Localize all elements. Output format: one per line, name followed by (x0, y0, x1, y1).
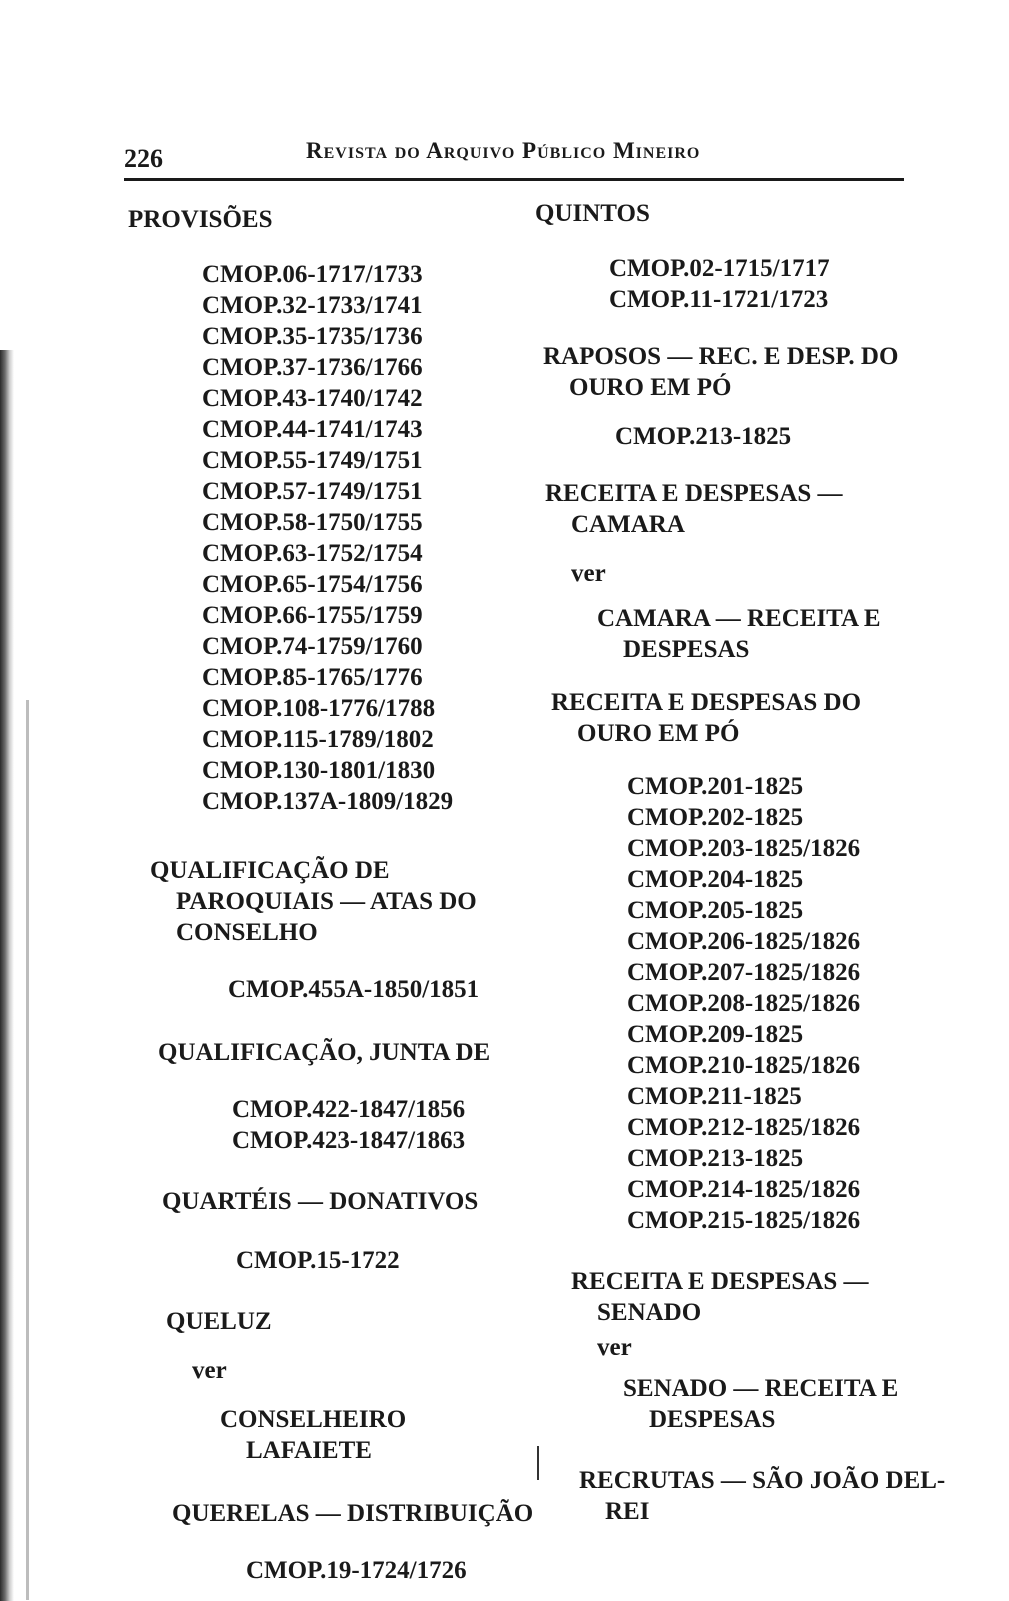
code-list (228, 974, 510, 1005)
entry-heading: QUINTOS (535, 200, 650, 227)
archive-code: CMOP.455A-1850/1851 (228, 976, 480, 1003)
archive-code: CMOP.206-1825/1826 (627, 928, 861, 955)
book-spine-shadow (0, 350, 14, 1601)
archive-code: CMOP.205-1825 (627, 897, 804, 924)
archive-code: CMOP.130-1801/1830 (202, 757, 436, 784)
index-entry-receita-camara (545, 478, 881, 665)
cross-reference: CONSELHEIRO LAFAIETE (220, 1406, 407, 1464)
archive-code: CMOP.213-1825 (627, 1145, 804, 1172)
entry-heading: RECEITA E DESPESAS DO OURO EM PÓ (551, 689, 862, 747)
archive-code: CMOP.63-1752/1754 (202, 540, 423, 567)
archive-code: CMOP.208-1825/1826 (627, 990, 861, 1017)
index-entry-qualificacao-junta (158, 1037, 548, 1156)
index-entry-receita-senado (571, 1266, 899, 1435)
code-list (609, 253, 945, 315)
archive-code: CMOP.35-1735/1736 (202, 323, 423, 350)
book-spine-edge (26, 700, 29, 1600)
archive-code: CMOP.58-1750/1755 (202, 509, 423, 536)
entry-heading: QUALIFICAÇÃO DE PAROQUIAIS — ATAS DO CONSELHO (150, 857, 477, 946)
header-rule (124, 178, 904, 181)
archive-code: CMOP.57-1749/1751 (202, 478, 423, 505)
code-list (236, 1245, 548, 1276)
index-entry-queluz (166, 1306, 548, 1466)
archive-code: CMOP.207-1825/1826 (627, 959, 861, 986)
archive-code: CMOP.115-1789/1802 (202, 726, 434, 753)
archive-code: CMOP.202-1825 (627, 804, 804, 831)
right-column (535, 198, 945, 1527)
code-list (246, 1555, 548, 1586)
archive-code: CMOP.11-1721/1723 (609, 286, 829, 313)
page-number: 226 (124, 144, 163, 173)
page-header (124, 134, 904, 182)
archive-code: CMOP.37-1736/1766 (202, 354, 423, 381)
archive-code: CMOP.137A-1809/1829 (202, 788, 454, 815)
entry-heading: RAPOSOS — REC. E DESP. DO OURO EM PÓ (543, 343, 899, 401)
archive-code: CMOP.210-1825/1826 (627, 1052, 861, 1079)
index-entry-provisoes (128, 204, 548, 817)
index-entry-receita-ouro (551, 687, 891, 1236)
see-reference-label: ver (597, 1334, 632, 1361)
running-title: Revista do Arquivo Público Mineiro (306, 138, 701, 163)
archive-code: CMOP.204-1825 (627, 866, 804, 893)
code-list (627, 771, 891, 1236)
archive-code: CMOP.203-1825/1826 (627, 835, 861, 862)
archive-code: CMOP.214-1825/1826 (627, 1176, 861, 1203)
archive-code: CMOP.55-1749/1751 (202, 447, 423, 474)
code-list (232, 1094, 548, 1156)
index-entry-qualificacao-paroquiais (150, 855, 510, 1005)
entry-heading: RECEITA E DESPESAS — CAMARA (545, 480, 843, 538)
archive-code: CMOP.423-1847/1863 (232, 1127, 466, 1154)
index-entry-quintos (535, 198, 945, 315)
archive-code: CMOP.209-1825 (627, 1021, 804, 1048)
cross-reference: SENADO — RECEITA E DESPESAS (623, 1375, 899, 1433)
entry-heading: QUELUZ (166, 1308, 272, 1335)
archive-code: CMOP.06-1717/1733 (202, 261, 423, 288)
archive-code: CMOP.211-1825 (627, 1083, 802, 1110)
archive-code: CMOP.44-1741/1743 (202, 416, 423, 443)
code-list (202, 259, 548, 817)
cross-reference: CAMARA — RECEITA E DESPESAS (597, 605, 881, 663)
archive-code: CMOP.15-1722 (236, 1247, 400, 1274)
archive-code: CMOP.422-1847/1856 (232, 1096, 466, 1123)
archive-code: CMOP.19-1724/1726 (246, 1557, 467, 1584)
index-entry-querelas (172, 1498, 548, 1586)
left-column (128, 204, 548, 1586)
entry-heading: QUERELAS — DISTRIBUIÇÃO (172, 1500, 534, 1527)
archive-code: CMOP.108-1776/1788 (202, 695, 436, 722)
archive-code: CMOP.66-1755/1759 (202, 602, 423, 629)
see-reference-label: ver (571, 560, 606, 587)
archive-code: CMOP.32-1733/1741 (202, 292, 423, 319)
index-entry-quarteis (162, 1186, 548, 1276)
archive-code: CMOP.85-1765/1776 (202, 664, 423, 691)
entry-heading: PROVISÕES (128, 206, 273, 233)
see-reference-label: ver (192, 1357, 227, 1384)
archive-code: CMOP.43-1740/1742 (202, 385, 423, 412)
entry-heading: QUALIFICAÇÃO, JUNTA DE (158, 1039, 491, 1066)
entry-heading: QUARTÉIS — DONATIVOS (162, 1188, 479, 1215)
entry-heading: RECRUTAS — SÃO JOÃO DEL-REI (579, 1467, 946, 1525)
code-list (615, 421, 913, 452)
archive-code: CMOP.201-1825 (627, 773, 804, 800)
archive-code: CMOP.02-1715/1717 (609, 255, 830, 282)
archive-code: CMOP.212-1825/1826 (627, 1114, 861, 1141)
archive-code: CMOP.215-1825/1826 (627, 1207, 861, 1234)
archive-code: CMOP.213-1825 (615, 423, 792, 450)
archive-code: CMOP.65-1754/1756 (202, 571, 423, 598)
archive-code: CMOP.74-1759/1760 (202, 633, 423, 660)
index-entry-recrutas (579, 1465, 949, 1527)
entry-heading: RECEITA E DESPESAS — SENADO (571, 1268, 869, 1326)
index-entry-raposos (543, 341, 913, 452)
